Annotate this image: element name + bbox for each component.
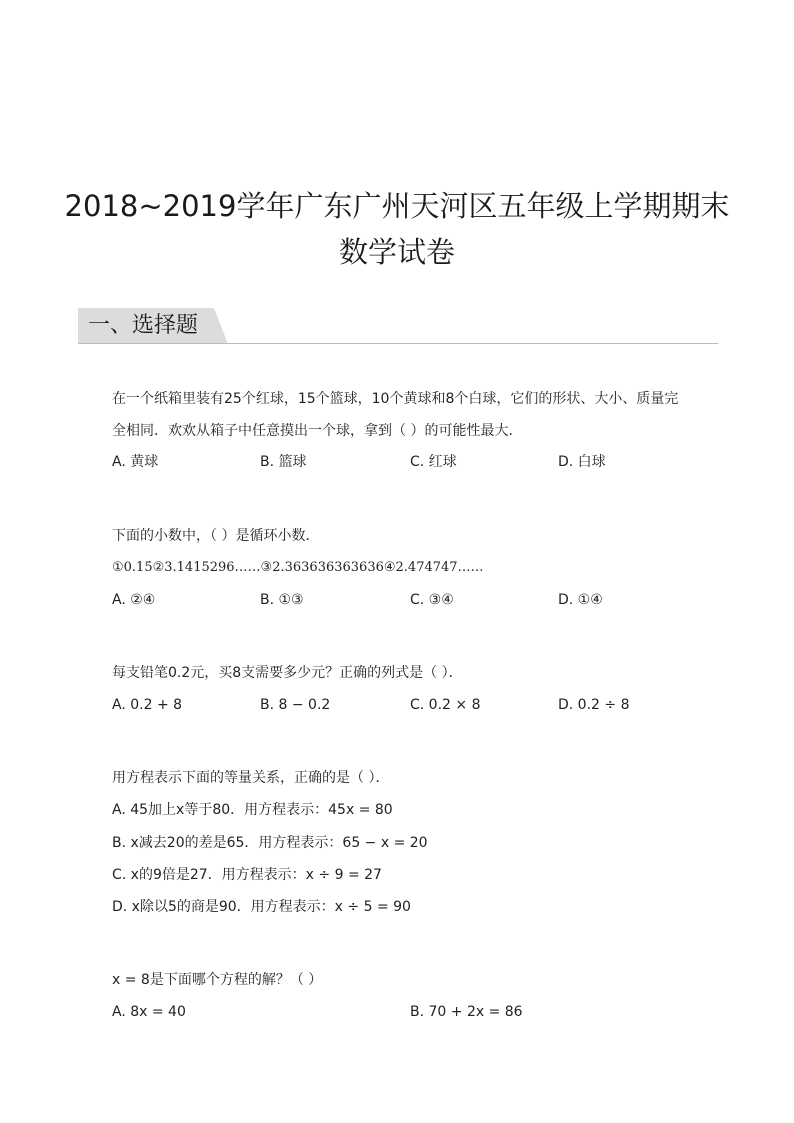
question-3-option-d[interactable]: D. 0.2 ÷ 8 xyxy=(558,697,630,713)
question-3-option-a[interactable]: A. 0.2 + 8 xyxy=(112,697,183,713)
question-4-text-line-1: 用方程表示下面的等量关系，正确的是（ ）． xyxy=(112,770,390,786)
question-1-text-line-2: 全相同．欢欢从箱子中任意摸出一个球，拿到（ ）的可能性最大． xyxy=(112,423,523,439)
question-1-option-b[interactable]: B. 篮球 xyxy=(260,454,307,470)
question-2-option-b[interactable]: B. ①③ xyxy=(260,592,304,608)
question-2-option-a[interactable]: A. ②④ xyxy=(112,592,156,608)
question-1-option-c[interactable]: C. 红球 xyxy=(410,454,457,470)
section-divider xyxy=(78,343,718,344)
question-4-option-b[interactable]: B. x减去20的差是65．用方程表示：65 − x = 20 xyxy=(112,835,428,851)
question-2-text-line-2: ①0.15̇②3.1415296……③2.363636363636④2.474747…… xyxy=(112,560,484,575)
question-3-option-c[interactable]: C. 0.2 × 8 xyxy=(410,697,481,713)
question-1-option-a[interactable]: A. 黄球 xyxy=(112,454,159,470)
question-1-text-line-1: 在一个纸箱里装有25个红球，15个篮球，10个黄球和8个白球，它们的形状、大小、质量完 xyxy=(112,391,679,407)
question-2-text-line-1: 下面的小数中，（ ）是循环小数． xyxy=(112,528,320,544)
question-5-option-a[interactable]: A. 8x = 40 xyxy=(112,1004,186,1020)
question-4-option-a[interactable]: A. 45加上x等于80．用方程表示：45x = 80 xyxy=(112,802,393,818)
question-3-text-line-1: 每支铅笔0.2元，买8支需要多少元？正确的列式是（ ）． xyxy=(112,665,463,681)
question-2-option-d[interactable]: D. ①④ xyxy=(558,592,603,608)
question-5-option-b[interactable]: B. 70 + 2x = 86 xyxy=(410,1004,523,1020)
section-title: 一、选择题 xyxy=(88,313,199,338)
document-title xyxy=(60,183,734,275)
question-5-text-line-1: x = 8是下面哪个方程的解？（ ） xyxy=(112,972,323,988)
question-2-option-c[interactable]: C. ③④ xyxy=(410,592,454,608)
question-3-option-b[interactable]: B. 8 − 0.2 xyxy=(260,697,331,713)
title-line-1: 2018~2019学年广东广州天河区五年级上学期期末 xyxy=(64,189,730,223)
title-line-2: 数学试卷 xyxy=(338,235,455,269)
question-4-option-c[interactable]: C. x的9倍是27．用方程表示：x ÷ 9 = 27 xyxy=(112,867,382,883)
question-1-option-d[interactable]: D. 白球 xyxy=(558,454,606,470)
question-4-option-d[interactable]: D. x除以5的商是90．用方程表示：x ÷ 5 = 90 xyxy=(112,899,411,915)
